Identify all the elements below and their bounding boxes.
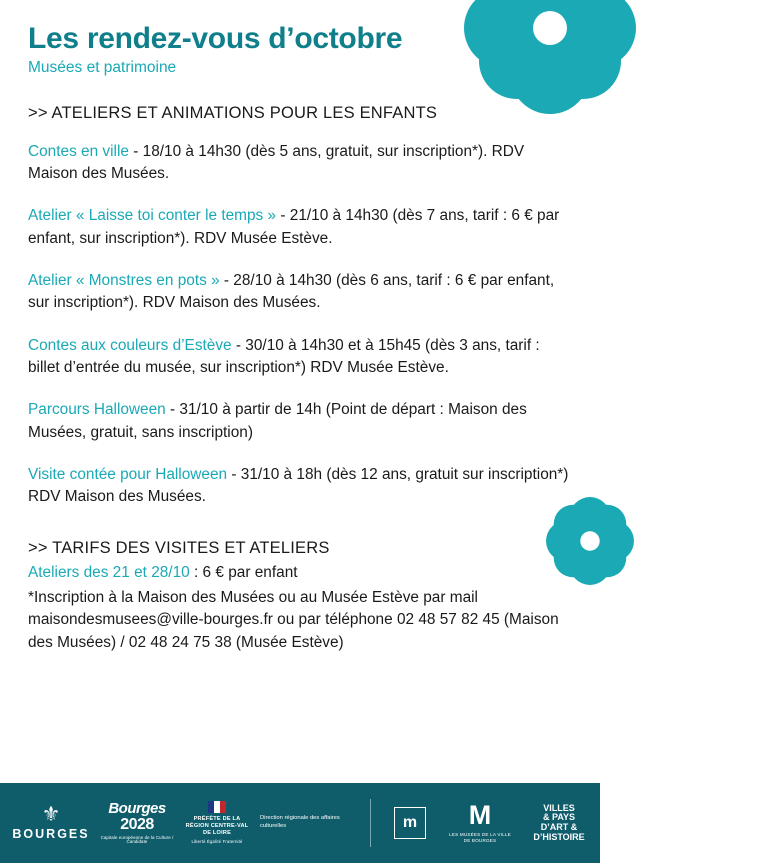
inscription-note: *Inscription à la Maison des Musées ou au Musée Estève par mail maisondesmusees@ville-bourges.fr ou par téléphone 02 48 57 82 45 (Maison des Musées) / 02 48 24 75 38 (Musée Estève) [28, 588, 559, 651]
page-content [0, 104, 600, 654]
event-item [28, 205, 572, 250]
event-details: - 18/10 à 14h30 (dès 5 ans, gratuit, sur inscription*). RDV Maison des Musées. [28, 142, 525, 182]
vpah-line2: & PAYS [542, 812, 575, 823]
cathedrale-icon: ⌂ [671, 811, 695, 835]
event-name: Visite contée pour Halloween [28, 465, 228, 483]
event-details: - 31/10 à partir de 14h (Point de départ : Maison des Musées, gratuit, sans inscription) [28, 401, 527, 441]
event-item [28, 399, 572, 444]
logo-drac-label: Direction régionale des affaires culturelles [260, 815, 340, 829]
french-flag-icon [208, 801, 226, 813]
logo-prefete-motto: Liberté Égalité Fraternité [191, 839, 243, 845]
section-heading-ateliers: >> ATELIERS ET ANIMATIONS POUR LES ENFANTS [28, 103, 438, 122]
tarif-name: Ateliers des 21 et 28/10 [28, 563, 190, 581]
musees-ville-caption: LES MUSÉES DE LA VILLE DE BOURGES [449, 832, 511, 843]
musees-ville-mark: M [468, 800, 492, 831]
unesco-temple-icon: 🏛 [621, 805, 643, 825]
event-item [28, 464, 572, 509]
event-name: Contes en ville [28, 142, 129, 160]
logo-2028-line2: 2028 [120, 815, 154, 833]
event-name: Atelier « Laisse toi conter le temps » [28, 207, 277, 225]
logo-bourges [12, 804, 90, 841]
event-name: Parcours Halloween [28, 401, 166, 419]
tarif-item [28, 562, 572, 584]
event-name: Atelier « Monstres en pots » [28, 271, 220, 289]
section-heading-tarifs: >> TARIFS DES VISITES ET ATELIERS [28, 538, 330, 557]
page-header [0, 0, 600, 78]
event-item [28, 270, 572, 315]
event-details: - 31/10 à 18h (dès 12 ans, gratuit sur inscription*) RDV Maison des Musées. [28, 465, 569, 506]
event-details: - 30/10 à 14h30 et à 15h45 (dès 3 ans, tarif : billet d’entrée du musée, sur inscription*) RDV Musée Estève. [28, 336, 540, 376]
tarif-details: : 6 € par enfant [189, 563, 298, 581]
logo-musee-de-france [385, 807, 435, 839]
vpah-line4: D’HISTOIRE [533, 831, 585, 842]
event-item [28, 141, 572, 186]
event-details: - 21/10 à 14h30 (dès 7 ans, tarif : 6 € par enfant, sur inscription*). RDV Musée Estève. [28, 207, 560, 247]
logo-cathedrale-bourges [671, 811, 757, 835]
page-subtitle: Musées et patrimoine [28, 59, 177, 76]
event-name: Contes aux couleurs d’Estève [28, 336, 232, 354]
logo-musees-ville-bourges [445, 802, 515, 843]
logo-prefete-label: PRÉFÈTE DE LA RÉGION CENTRE-VAL DE LOIRE [185, 816, 249, 837]
vpah-line1: VILLES [543, 802, 575, 813]
logo-bourges-2028 [100, 801, 174, 845]
footer-divider [370, 799, 371, 847]
cathedrale-caption: Cathédrale de Bourges inscrite sur la Liste du patrimoine mondial en 1992 [700, 815, 752, 831]
event-details: - 28/10 à 14h30 (dès 6 ans, tarif : 6 € par enfant, sur inscription*). RDV Maison des Musées. [28, 271, 555, 312]
logo-2028-line1: Bourges [108, 800, 166, 818]
event-item [28, 335, 572, 380]
logo-unesco [603, 807, 661, 839]
logo-bourges-label: BOURGES [12, 827, 90, 842]
unesco-caption: Organisation des Nations Unies pour l’éducation, la science et la culture — Patrimoine mondial [606, 825, 658, 839]
musee-de-france-mark: m [394, 807, 426, 839]
vpah-line3: D’ART & [540, 822, 578, 832]
logo-prefete-region [184, 801, 250, 844]
logo-villes-pays-art-histoire [525, 804, 593, 843]
logo-2028-caption: Capitale européenne de la Culture / Candidate [100, 834, 174, 845]
page-title: Les rendez-vous d’octobre [28, 22, 403, 55]
footer-logos-bar [0, 783, 752, 863]
fleur-de-lys-icon: ⚜ [41, 803, 61, 827]
logo-drac [260, 815, 356, 830]
